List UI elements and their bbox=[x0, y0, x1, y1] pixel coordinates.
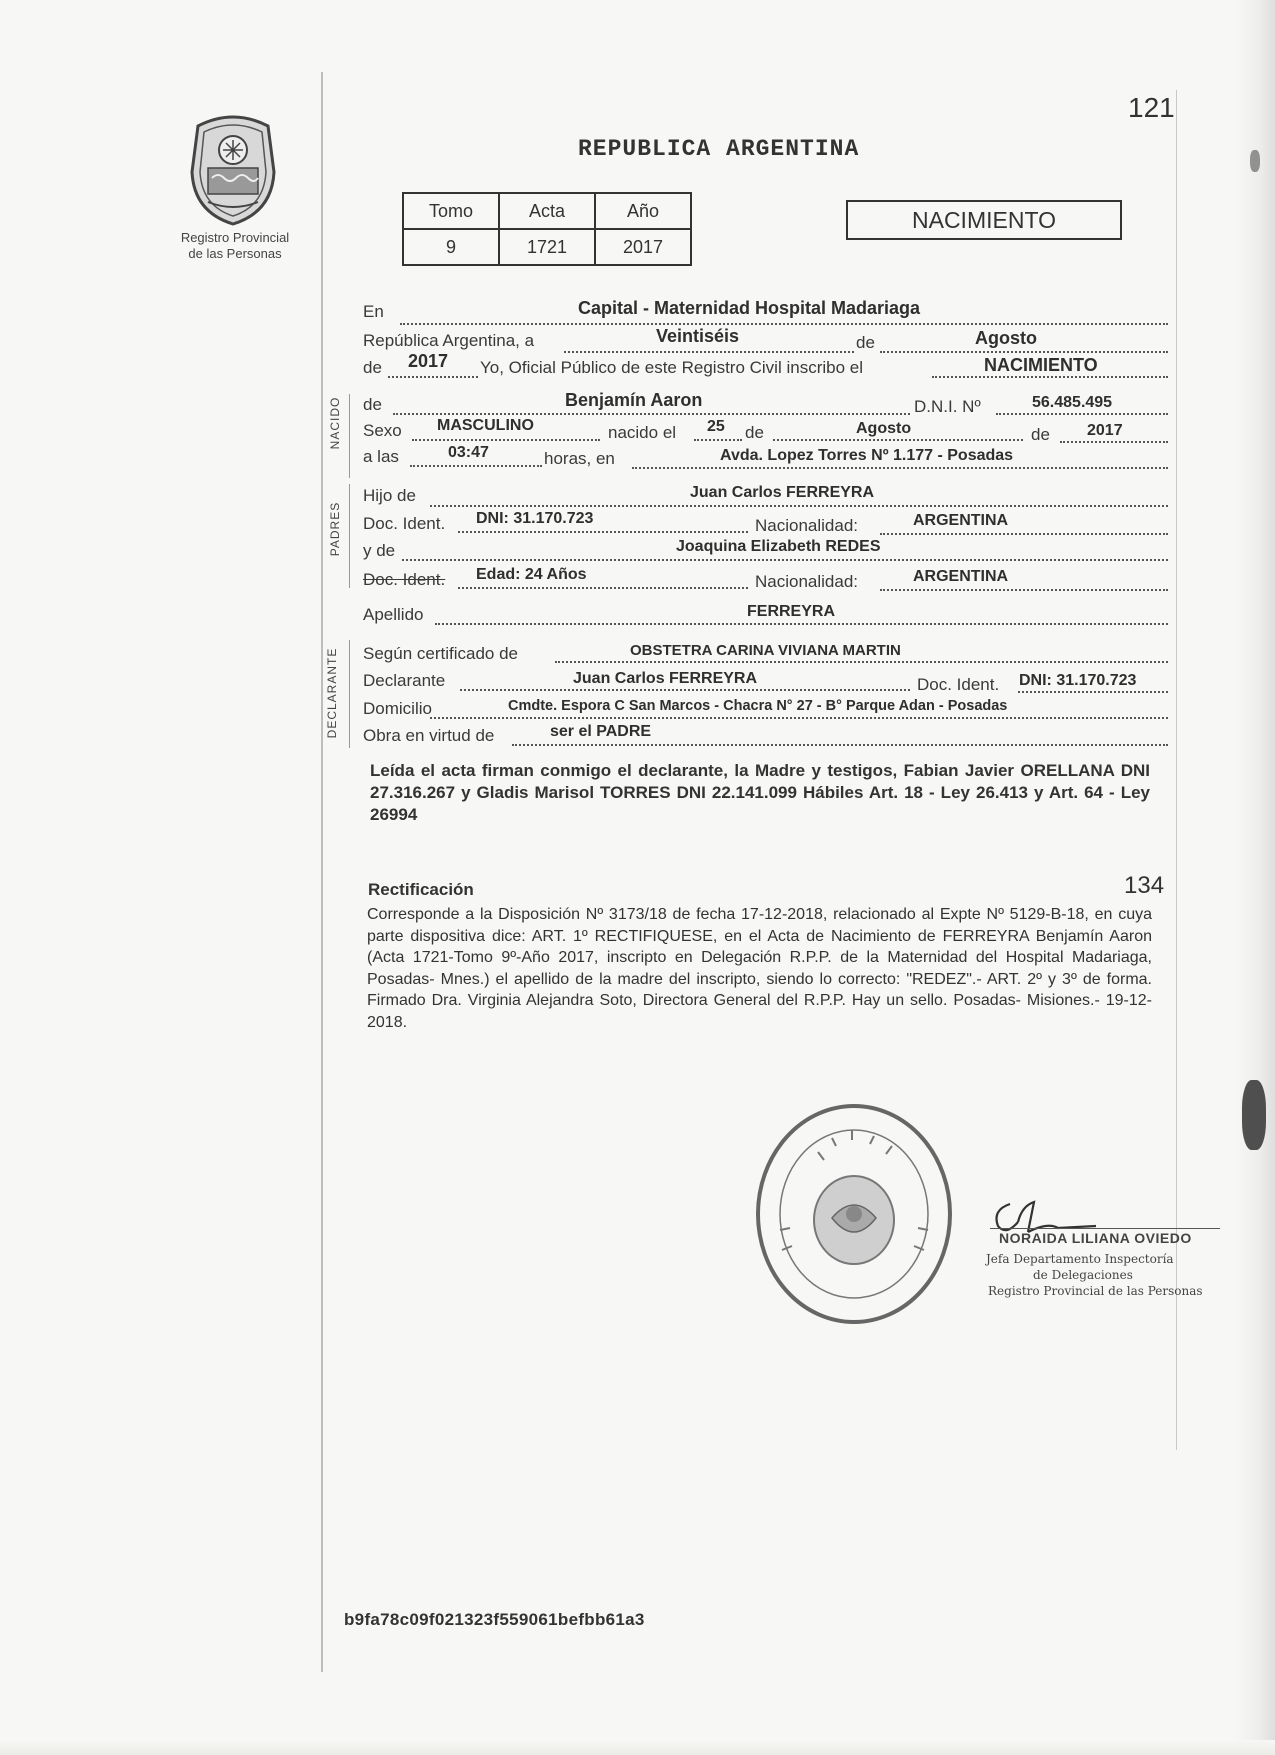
value-tomo: 9 bbox=[403, 229, 499, 265]
dotted-line bbox=[880, 533, 1168, 535]
dotted-line bbox=[694, 439, 742, 441]
dotted-line bbox=[996, 413, 1168, 415]
value-nombre: Benjamín Aaron bbox=[565, 390, 703, 410]
left-margin-line bbox=[321, 72, 323, 1672]
dotted-line bbox=[460, 689, 910, 691]
value-sexo: MASCULINO bbox=[437, 417, 534, 434]
value-madre-doc: Edad: 24 Años bbox=[476, 566, 587, 583]
label-dni: D.N.I. Nº bbox=[914, 397, 981, 416]
scan-shadow-edge bbox=[1235, 0, 1275, 1755]
label-sexo: Sexo bbox=[363, 421, 402, 440]
dotted-line bbox=[402, 559, 1168, 561]
section-bar bbox=[349, 484, 350, 588]
label-y-de: y de bbox=[363, 541, 396, 560]
label-nacido-el: nacido el bbox=[608, 423, 677, 442]
dotted-line bbox=[410, 465, 542, 467]
registry-caption-line2: de las Personas bbox=[188, 246, 282, 261]
header-acta: Acta bbox=[499, 193, 595, 229]
dotted-line bbox=[400, 323, 1168, 325]
section-bar bbox=[349, 640, 350, 748]
dotted-line bbox=[880, 351, 1168, 353]
section-bar bbox=[349, 394, 350, 478]
value-dia-inscripcion: Veintiséis bbox=[656, 326, 740, 346]
signatory-role-line1: Jefa Departamento Inspectoría bbox=[986, 1252, 1174, 1266]
dotted-line bbox=[430, 505, 1168, 507]
registry-caption-line1: Registro Provincial bbox=[180, 230, 290, 245]
label-yo-oficial: Yo, Oficial Público de este Registro Civil inscribo el bbox=[480, 358, 863, 377]
value-declarante: Juan Carlos FERREYRA bbox=[573, 670, 758, 687]
value-madre: Joaquina Elizabeth REDES bbox=[676, 538, 881, 555]
label-a-las: a las bbox=[363, 447, 399, 466]
dotted-line bbox=[512, 744, 1168, 746]
signatory-role-line2: de Delegaciones bbox=[1033, 1268, 1133, 1282]
signature-line bbox=[990, 1228, 1220, 1229]
label-republica: República Argentina, a bbox=[363, 331, 535, 350]
dotted-line bbox=[430, 717, 1168, 719]
dotted-line bbox=[632, 467, 1168, 469]
rectificacion-number: 134 bbox=[1124, 872, 1165, 899]
dotted-line bbox=[564, 351, 854, 353]
dotted-line bbox=[435, 623, 1168, 625]
dotted-line bbox=[773, 439, 1023, 441]
label-nacionalidad-2: Nacionalidad: bbox=[755, 572, 859, 591]
signatory-role-line3: Registro Provincial de las Personas bbox=[988, 1284, 1203, 1298]
closing-statement: Leída el acta firman conmigo el declarante, la Madre y testigos, Fabian Javier ORELLANA DNI 27.316.267 y Gladis Marisol TORRES DNI 22.141.099 Hábiles Art. 18 - Ley 26.413 y Art. 64 - Ley 26994 bbox=[370, 761, 1150, 824]
label-hijo-de: Hijo de bbox=[363, 486, 416, 505]
label-nacionalidad: Nacionalidad: bbox=[755, 516, 859, 535]
value-madre-nac: ARGENTINA bbox=[913, 568, 1009, 585]
misiones-province-emblem-icon bbox=[178, 112, 288, 230]
registry-table-header-row bbox=[403, 193, 691, 229]
value-lugar: Capital - Maternidad Hospital Madariaga bbox=[578, 298, 921, 318]
value-obra-virtud: ser el PADRE bbox=[550, 723, 652, 740]
value-padre: Juan Carlos FERREYRA bbox=[690, 484, 875, 501]
dotted-line bbox=[393, 413, 910, 415]
label-doc-ident: Doc. Ident. bbox=[363, 514, 446, 533]
registry-table bbox=[402, 192, 692, 266]
value-hora: 03:47 bbox=[448, 444, 489, 461]
value-anio-nac: 2017 bbox=[1087, 422, 1123, 439]
value-padre-nac: ARGENTINA bbox=[913, 512, 1009, 529]
section-label-padres: PADRES bbox=[328, 501, 342, 557]
official-seal-icon bbox=[752, 1100, 956, 1328]
value-anio: 2017 bbox=[595, 229, 691, 265]
label-en: En bbox=[363, 302, 384, 321]
value-dia-nac: 25 bbox=[707, 418, 725, 435]
value-certificado: OBSTETRA CARINA VIVIANA MARTIN bbox=[630, 642, 901, 659]
label-apellido: Apellido bbox=[363, 605, 424, 624]
dotted-line bbox=[1060, 441, 1168, 443]
scan-blot bbox=[1250, 150, 1260, 172]
header-tomo: Tomo bbox=[403, 193, 499, 229]
value-padre-doc: DNI: 31.170.723 bbox=[476, 510, 594, 527]
record-type-box: NACIMIENTO bbox=[846, 200, 1122, 240]
dotted-line bbox=[932, 376, 1168, 378]
value-dni: 56.485.495 bbox=[1032, 394, 1113, 411]
value-apellido: FERREYRA bbox=[747, 603, 836, 620]
label-doc-ident-decl: Doc. Ident. bbox=[917, 675, 1000, 694]
page-number: 121 bbox=[1128, 92, 1175, 123]
dotted-line bbox=[458, 531, 748, 533]
label-de-anio: de bbox=[363, 358, 382, 377]
label-de-nombre: de bbox=[363, 395, 382, 414]
rectificacion-body: Corresponde a la Disposición Nº 3173/18 de fecha 17-12-2018, relacionado al Expte Nº 5129-B-18, en cuya parte dispositiva dice: ART. 1º RECTIFIQUESE, en el Acta de Nacimiento de FERREYRA Benjamín Aaron (Acta 1721-Tomo 9º-Año 2017, inscripto en Delegación R.P.P. de la Maternidad del Hospital Madariaga, Posadas- Mnes.) el apellido de la madre del inscripto, siendo lo correcto: "REDEZ".- ART. 2º y 3º de forma. Firmado Dra. Virginia Alejandra Soto, Directora General del R.P.P. Hay un sello. Posadas- Misiones.- 19-12-2018. bbox=[367, 906, 1152, 1031]
label-declarante: Declarante bbox=[363, 671, 446, 690]
label-segun-cert: Según certificado de bbox=[363, 644, 518, 663]
label-doc-ident-struck: Doc. Ident. bbox=[363, 570, 446, 589]
signatory-name: NORAIDA LILIANA OVIEDO bbox=[999, 1230, 1192, 1246]
label-de-b2: de bbox=[1031, 425, 1050, 444]
document-hash-code: b9fa78c09f021323f559061befbb61a3 bbox=[344, 1610, 645, 1629]
dotted-line bbox=[1018, 691, 1168, 693]
value-mes-nac: Agosto bbox=[856, 420, 912, 437]
value-acta: 1721 bbox=[499, 229, 595, 265]
right-margin-line bbox=[1176, 90, 1177, 1450]
scan-blot bbox=[1242, 1080, 1266, 1150]
scan-bottom-edge bbox=[0, 1740, 1275, 1755]
section-label-nacido: NACIDO bbox=[328, 396, 342, 450]
dotted-line bbox=[388, 376, 478, 378]
dotted-line bbox=[555, 661, 1168, 663]
label-de-b1: de bbox=[745, 423, 764, 442]
registry-table-value-row bbox=[403, 229, 691, 265]
value-domicilio: Cmdte. Espora C San Marcos - Chacra N° 27 - B° Parque Adan - Posadas bbox=[508, 698, 1008, 714]
value-anio-inscripcion: 2017 bbox=[408, 351, 449, 371]
country-title: REPUBLICA ARGENTINA bbox=[578, 136, 860, 162]
value-declarante-doc: DNI: 31.170.723 bbox=[1019, 672, 1137, 689]
dotted-line bbox=[412, 439, 600, 441]
header-anio: Año bbox=[595, 193, 691, 229]
label-obra-en-virtud: Obra en virtud de bbox=[363, 726, 495, 745]
section-label-declarante: DECLARANTE bbox=[325, 647, 339, 739]
label-domicilio: Domicilio bbox=[363, 699, 432, 718]
value-lugar-nac: Avda. Lopez Torres Nº 1.177 - Posadas bbox=[720, 447, 1014, 464]
dotted-line bbox=[880, 589, 1168, 591]
label-horas-en: horas, en bbox=[544, 449, 615, 468]
registry-caption bbox=[140, 230, 330, 262]
dotted-line bbox=[458, 587, 748, 589]
label-de-mes: de bbox=[856, 333, 875, 352]
value-mes-inscripcion: Agosto bbox=[975, 328, 1037, 348]
value-tipo: NACIMIENTO bbox=[984, 355, 1098, 375]
rectificacion-title: Rectificación bbox=[368, 880, 474, 899]
